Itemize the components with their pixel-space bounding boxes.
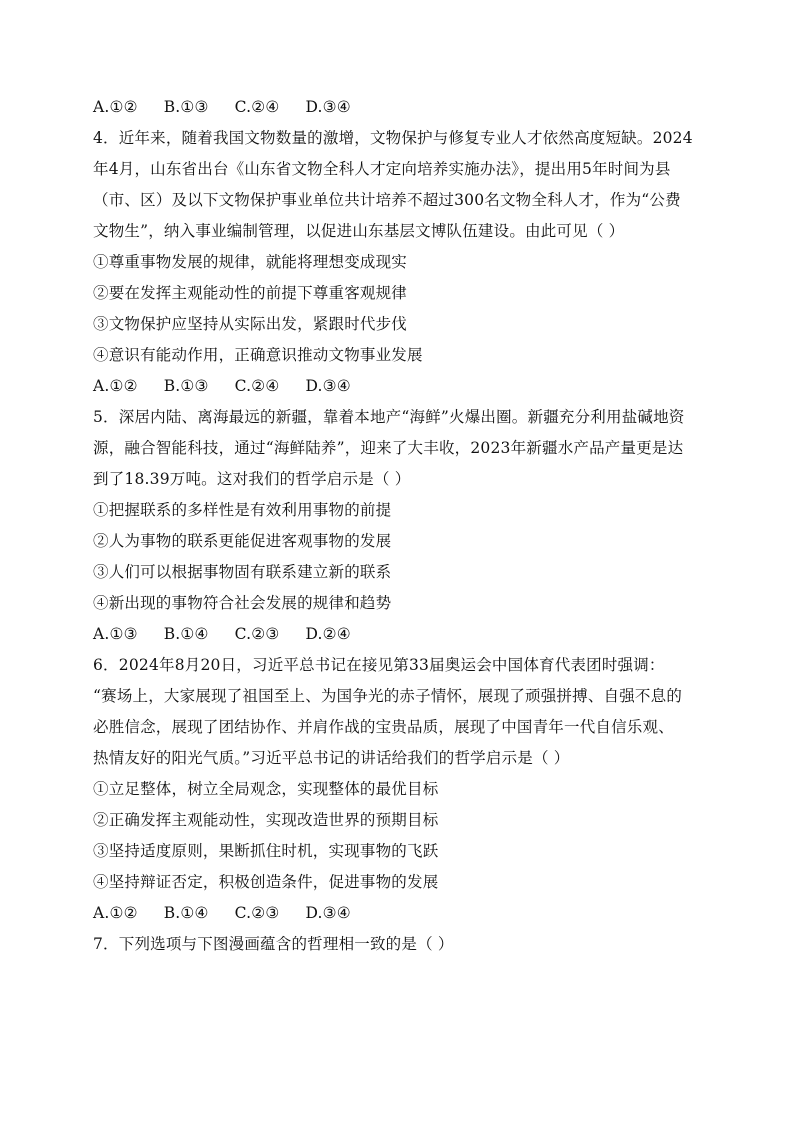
q6-option-b: B.①④ <box>163 904 209 922</box>
q3-options <box>93 92 703 123</box>
q3-option-b: B.①③ <box>163 98 209 116</box>
question-4 <box>93 123 703 402</box>
question-7 <box>93 929 703 960</box>
q5-statement-1: ①把握联系的多样性是有效利用事物的前提 <box>93 501 392 519</box>
q4-stem-line: 文物生”，纳入事业编制管理，以促进山东基层文博队伍建设。由此可见（ ） <box>93 222 625 240</box>
q5-stem-line: 5．深居内陆、离海最远的新疆，靠着本地产“海鲜”火爆出圈。新疆充分利用盐碱地资 <box>93 408 685 426</box>
q6-stem-line: 热情友好的阳光气质。”习近平总书记的讲话给我们的哲学启示是（ ） <box>93 749 570 767</box>
q5-statement-4: ④新出现的事物符合社会发展的规律和趋势 <box>93 594 392 612</box>
q4-statement-4: ④意识有能动作用，正确意识推动文物事业发展 <box>93 346 423 364</box>
q5-stem-line: 源，融合智能科技，通过“海鲜陆养”，迎来了大丰收，2023年新疆水产品产量更是达 <box>93 439 684 457</box>
q6-stem-line: 6．2024年8月20日，习近平总书记在接见第33届奥运会中国体育代表团时强调： <box>93 656 665 674</box>
q3-option-d: D.③④ <box>305 98 351 116</box>
q3-option-c: C.②④ <box>234 98 280 116</box>
q6-statement-4: ④坚持辩证否定，积极创造条件，促进事物的发展 <box>93 873 439 891</box>
q6-option-d: D.③④ <box>305 904 351 922</box>
q4-option-a: A.①② <box>93 377 138 395</box>
q4-option-b: B.①③ <box>163 377 209 395</box>
q4-options <box>93 371 703 402</box>
q5-statement-3: ③人们可以根据事物固有联系建立新的联系 <box>93 563 392 581</box>
exam-page <box>93 92 703 960</box>
q4-statement-1: ①尊重事物发展的规律，就能将理想变成现实 <box>93 253 408 271</box>
question-6 <box>93 650 703 929</box>
q4-option-d: D.③④ <box>305 377 351 395</box>
question-5 <box>93 402 703 650</box>
q6-statement-2: ②正确发挥主观能动性，实现改造世界的预期目标 <box>93 811 439 829</box>
q6-options <box>93 898 703 929</box>
q5-option-a: A.①③ <box>93 625 138 643</box>
q7-stem-line: 7．下列选项与下图漫画蕴含的哲理相一致的是（ ） <box>93 935 454 953</box>
q4-statement-2: ②要在发挥主观能动性的前提下尊重客观规律 <box>93 284 408 302</box>
q6-option-c: C.②③ <box>234 904 280 922</box>
q5-option-b: B.①④ <box>163 625 209 643</box>
q6-stem-line: 必胜信念，展现了团结协作、并肩作战的宝贵品质，展现了中国青年一代自信乐观、 <box>93 718 674 736</box>
q4-stem-line: 年4月，山东省出台《山东省文物全科人才定向培养实施办法》，提出用5年时间为县 <box>93 160 671 178</box>
q3-option-a: A.①② <box>93 98 138 116</box>
q4-stem-line: 4．近年来，随着我国文物数量的激增，文物保护与修复专业人才依然高度短缺。2024 <box>93 129 693 147</box>
q4-option-c: C.②④ <box>234 377 280 395</box>
q5-option-d: D.②④ <box>305 625 351 643</box>
q5-statement-2: ②人为事物的联系更能促进客观事物的发展 <box>93 532 392 550</box>
q6-stem-line: “赛场上，大家展现了祖国至上、为国争光的赤子情怀，展现了顽强拼搏、自强不息的 <box>93 687 683 705</box>
q5-option-c: C.②③ <box>234 625 280 643</box>
q5-options <box>93 619 703 650</box>
q6-statement-3: ③坚持适度原则，果断抓住时机，实现事物的飞跃 <box>93 842 439 860</box>
q4-statement-3: ③文物保护应坚持从实际出发，紧跟时代步伐 <box>93 315 408 333</box>
q6-statement-1: ①立足整体，树立全局观念，实现整体的最优目标 <box>93 780 439 798</box>
q6-option-a: A.①② <box>93 904 138 922</box>
q4-stem-line: （市、区）及以下文物保护事业单位共计培养不超过300名文物全科人才，作为“公费 <box>93 191 681 209</box>
q5-stem-line: 到了18.39万吨。这对我们的哲学启示是（ ） <box>93 470 411 488</box>
